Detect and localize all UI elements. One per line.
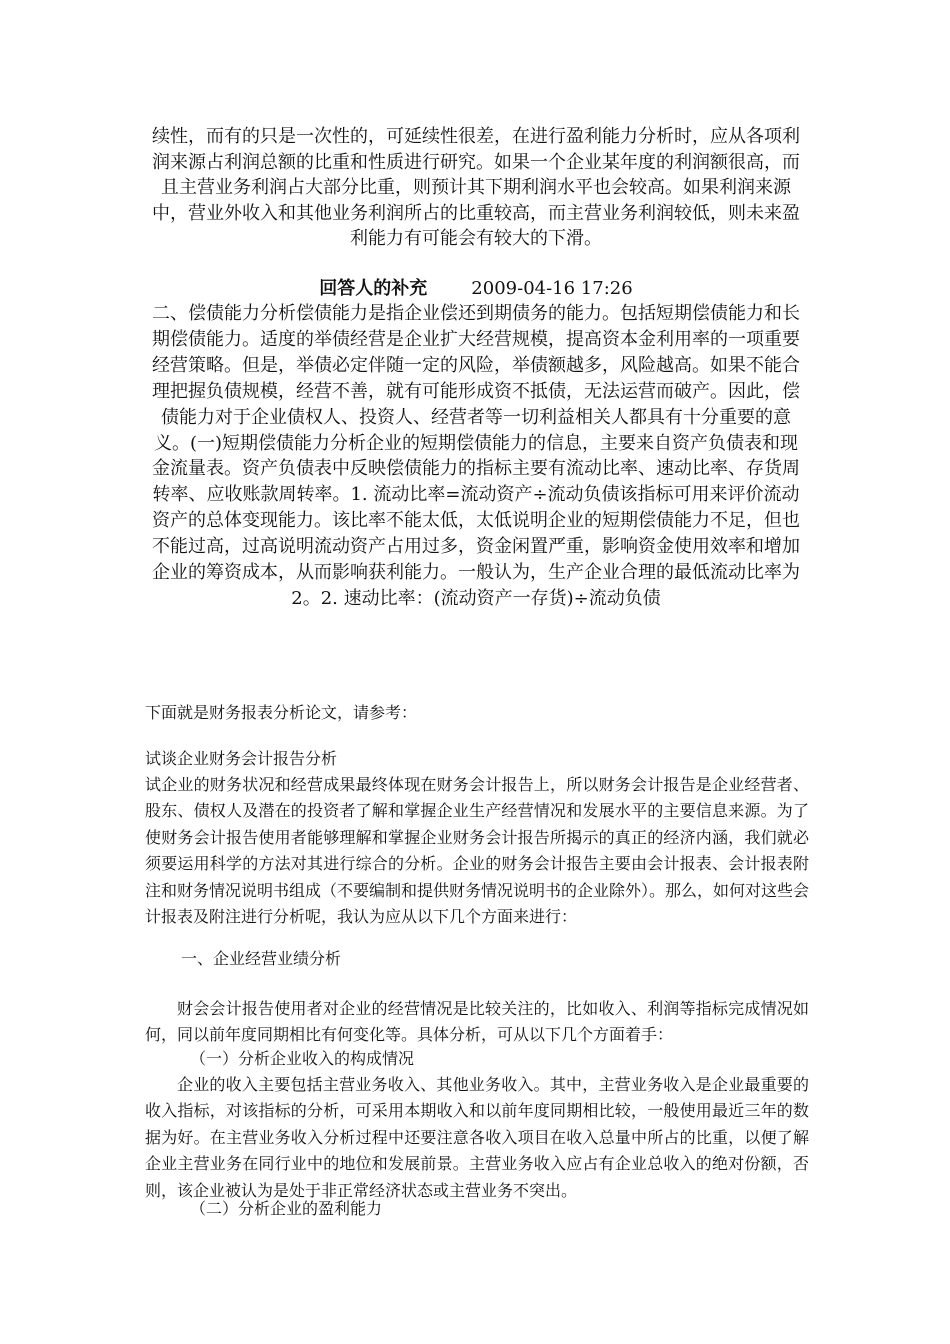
paper-title: 试谈企业财务会计报告分析 bbox=[145, 749, 338, 768]
answer-supplement-datetime: 2009-04-16 17:26 bbox=[471, 278, 633, 299]
section-heading-business-performance: 一、企业经营业绩分析 bbox=[181, 949, 342, 968]
answer-supplement-label: 回答人的补充 bbox=[319, 278, 428, 299]
subsection-paragraph-income-composition: 企业的收入主要包括主营业务收入、其他业务收入。其中，主营业务收入是企业最重要的收入指标，对该指标的分析，可采用本期收入和以前年度同期相比较，一般使用最近三年的数据为好。在主营业务收入分析过程中还要注意各收入项目在收入总量中所占的比重，以便了解企业主营业务在同行业中的地位和发展前景。主营业务收入应占有企业总收入的绝对份额，否则，该企业被认为是处于非正常经济状态或主营业务不突出。 bbox=[145, 1075, 809, 1200]
section-paragraph-business-performance: 财会会计报告使用者对企业的经营情况是比较关注的，比如收入、利润等指标完成情况如何，同以前年度同期相比有何变化等。具体分析，可从以下几个方面着手： bbox=[145, 999, 809, 1045]
subsection-heading-income-composition: （一）分析企业收入的构成情况 bbox=[190, 1049, 415, 1068]
paper-body-paragraph: 试企业的财务状况和经营成果最终体现在财务会计报告上，所以财务会计报告是企业经营者、股东、债权人及潜在的投资者了解和掌握企业生产经营情况和发展水平的主要信息来源。为了使财务会计报告使用者能够理解和掌握企业财务会计报告所揭示的真正的经济内涵，我们就必须要运用科学的方法对其进行综合的分析。企业的财务会计报告主要由会计报表、会计报表附注和财务情况说明书组成（不要编制和提供财务情况说明书的企业除外）。那么，如何对这些会计报表及附注进行分析呢，我认为应从以下几个方面来进行： bbox=[145, 775, 810, 927]
profit-analysis-paragraph: 续性，而有的只是一次性的，可延续性很差，在进行盈利能力分析时，应从各项利润来源占利润总额的比重和性质进行研究。如果一个企业某年度的利润额很高，而且主营业务利润占大部分比重，则预计其下期利润水平也会较高。如果利润来源中，营业外收入和其他业务利润所占的比重较高，而主营业务利润较低，则未来盈利能力有可能会有较大的下滑。 bbox=[152, 126, 800, 249]
answer-supplement-header bbox=[145, 276, 807, 302]
subsection-heading-profitability: （二）分析企业的盈利能力 bbox=[190, 1199, 383, 1218]
solvency-analysis-paragraph: 二、偿债能力分析偿债能力是指企业偿还到期债务的能力。包括短期偿债能力和长期偿债能力。适度的举债经营是企业扩大经营规模，提高资本金利用率的一项重要经营策略。但是，举债必定伴随一定的风险，举债额越多，风险越高。如果不能合理把握负债规模，经营不善，就有可能形成资不抵债，无法运营而破产。因此，偿债能力对于企业债权人、投资人、经营者等一切利益相关人都具有十分重要的意义。(一)短期偿债能力分析企业的短期偿债能力的信息，主要来自资产负债表和现金流量表。资产负债表中反映偿债能力的指标主要有流动比率、速动比率、存货周转率、应收账款周转率。1. 流动比率=流动资产÷流动负债该指标可用来评价流动资产的总体变现能力。该比率不能太低，太低说明企业的短期偿债能力不足，但也不能过高，过高说明流动资产占用过多，资金闲置严重，影响资金使用效率和增加企业的筹资成本，从而影响获利能力。一般认为，生产企业合理的最低流动比率为2。2. 速动比率：(流动资产一存货)÷流动负债 bbox=[152, 303, 800, 609]
paper-intro: 下面就是财务报表分析论文，请参考： bbox=[145, 703, 418, 722]
